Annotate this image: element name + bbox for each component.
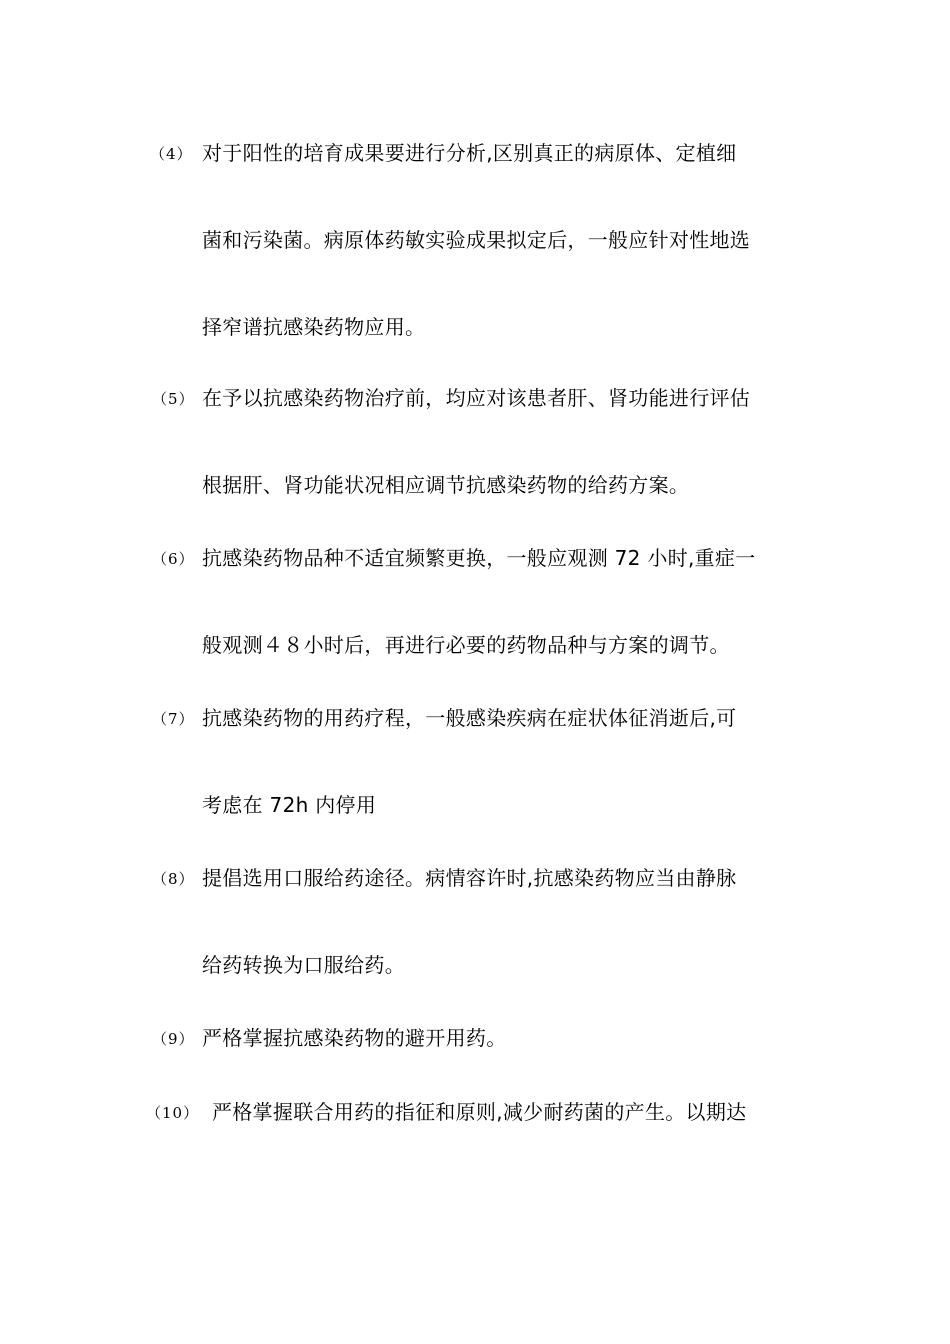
- item-number: （5）: [152, 390, 195, 408]
- item-number: （8）: [152, 870, 195, 888]
- item-text-line: 根据肝、肾功能状况相应调节抗感染药物的给药方案。: [202, 473, 690, 497]
- item-number: （6）: [152, 550, 195, 568]
- item-text-line: 严格掌握抗感染药物的避开用药。: [202, 1026, 507, 1050]
- item-text-line: 给药转换为口服给药。: [202, 953, 405, 977]
- item-number: （4）: [150, 145, 193, 163]
- item-text-line: 对于阳性的培育成果要进行分析,区别真正的病原体、定植细: [202, 141, 737, 165]
- item-text-line: 抗感染药物品种不适宜频繁更换，一般应观测 72 小时,重症一: [202, 546, 756, 570]
- item-text-line: 严格掌握联合用药的指征和原则,减少耐药菌的产生。以期达: [212, 1100, 747, 1124]
- item-number: （9）: [152, 1030, 195, 1048]
- item-text-line: 般观测４８小时后，再进行必要的药物品种与方案的调节。: [202, 633, 730, 657]
- item-text-line: 择窄谱抗感染药物应用。: [202, 315, 426, 339]
- item-text-line: 在予以抗感染药物治疗前，均应对该患者肝、肾功能进行评估: [202, 386, 751, 410]
- item-text-line: 菌和污染菌。病原体药敏实验成果拟定后，一般应针对性地选: [202, 228, 751, 252]
- item-number: （10）: [146, 1104, 200, 1122]
- item-text-line: 考虑在 72h 内停用: [202, 793, 377, 817]
- item-text-line: 抗感染药物的用药疗程，一般感染疾病在症状体征消逝后,可: [202, 706, 737, 730]
- item-number: （7）: [152, 710, 195, 728]
- item-text-line: 提倡选用口服给药途径。病情容许时,抗感染药物应当由静脉: [202, 866, 737, 890]
